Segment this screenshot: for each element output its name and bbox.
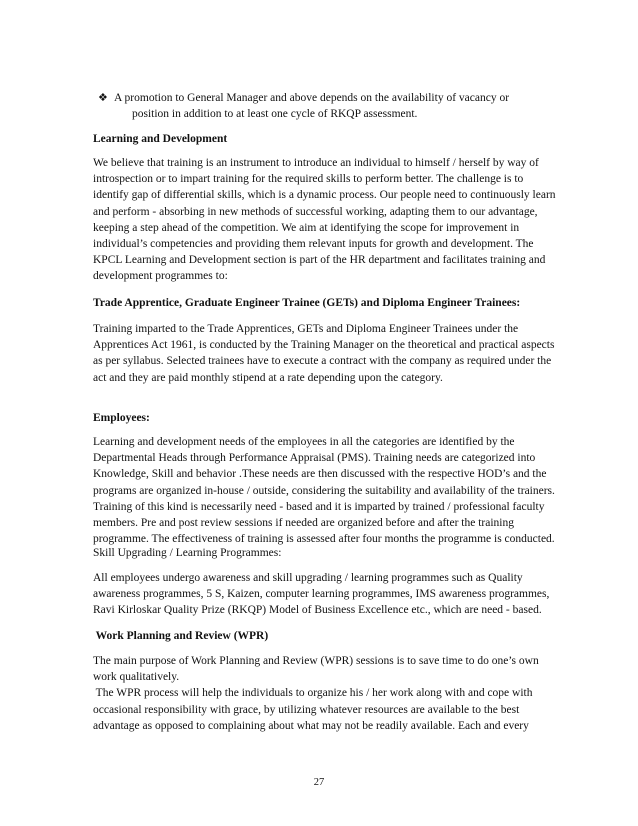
- bullet-line-2: position in addition to at least one cycle of RKQP assessment.: [132, 108, 418, 120]
- paragraph-line: keeping a step ahead of the competition. We aim at identifying the scope for improvement in: [93, 221, 520, 234]
- paragraph-line: Departmental Heads through Performance Appraisal (PMS). Training needs are categorized into: [93, 452, 536, 465]
- wpr-paragraph: [93, 653, 583, 734]
- skill-paragraph: [93, 570, 583, 619]
- trade-paragraph: [93, 321, 583, 386]
- paragraph-line: Knowledge, Skill and behavior .These needs are then discussed with the respective HOD’s and the: [93, 468, 547, 481]
- bullet-line-1: A promotion to General Manager and above depends on the availability of vacancy or: [114, 92, 510, 104]
- skill-subheading: Skill Upgrading / Learning Programmes:: [93, 547, 282, 559]
- paragraph-line: The main purpose of Work Planning and Review (WPR) sessions is to save time to do one’s own: [93, 655, 539, 667]
- paragraph-line: awareness programmes, 5 S, Kaizen, computer learning programmes, IMS awareness programmes,: [93, 588, 550, 601]
- paragraph-line: introspection or to impart training for the required skills to perform better. The challenge is to: [93, 173, 524, 186]
- paragraph-line: The WPR process will help the individuals to organize his / her work along with and cope with: [93, 687, 533, 700]
- employees-paragraph: [93, 434, 583, 547]
- bullet-item: [98, 90, 564, 122]
- paragraph-line: and perform - absorbing in new methods of successful working, adapting them to our advantage,: [93, 205, 538, 218]
- paragraph-line: programme. The effectiveness of training is assessed after four months the programme is conducted.: [93, 533, 555, 546]
- paragraph-line: individual’s competencies and providing them relevant inputs for growth and development. The: [93, 238, 534, 251]
- wpr-heading: Work Planning and Review (WPR): [93, 630, 269, 642]
- paragraph-line: Training of this kind is necessarily need - based and it is imparted by trained / professional faculty: [93, 500, 545, 513]
- paragraph-line: work qualitatively.: [93, 671, 180, 684]
- paragraph-line: members. Pre and post review sessions if needed are organized before and after the training: [93, 517, 514, 530]
- paragraph-line: identify gap of differential skills, which is a dynamic process. Our people need to continuously learn: [93, 189, 556, 202]
- learning-heading: Learning and Development: [93, 133, 228, 145]
- paragraph-line: Ravi Kirloskar Quality Prize (RKQP) Model of Business Excellence etc., which are need - based.: [93, 604, 542, 617]
- paragraph-line: development programmes to:: [93, 270, 228, 283]
- paragraph-line: advantage as opposed to complaining about what may not be readily available. Each and every: [93, 719, 529, 732]
- paragraph-line: Learning and development needs of the employees in all the categories are identified by the: [93, 436, 515, 448]
- paragraph-line: act and they are paid monthly stipend at a rate depending upon the category.: [93, 371, 443, 384]
- employees-heading: Employees:: [93, 412, 150, 424]
- trade-heading: Trade Apprentice, Graduate Engineer Trainee (GETs) and Diploma Engineer Trainees:: [93, 297, 521, 309]
- paragraph-line: Training imparted to the Trade Apprentices, GETs and Diploma Engineer Trainees under the: [93, 323, 519, 335]
- paragraph-line: We believe that training is an instrument to introduce an individual to himself / herself by way of: [93, 157, 539, 169]
- paragraph-line: occasional responsibility with grace, by utilizing whatever resources are available to the best: [93, 703, 520, 716]
- learning-paragraph: [93, 155, 583, 285]
- paragraph-line: KPCL Learning and Development section is part of the HR department and facilitates training and: [93, 254, 546, 267]
- paragraph-line: programs are organized in-house / outside, considering the suitability and availability of the trainers.: [93, 484, 555, 497]
- paragraph-line: as per syllabus. Selected trainees have to execute a contract with the company as required under the: [93, 355, 552, 368]
- paragraph-line: Apprentices Act 1961, is conducted by the Training Manager on the theoretical and practical aspects: [93, 339, 555, 352]
- page-number: 27: [313, 777, 325, 788]
- paragraph-line: All employees undergo awareness and skill upgrading / learning programmes such as Quality: [93, 572, 523, 584]
- diamond-bullet-icon: ❖: [98, 91, 108, 104]
